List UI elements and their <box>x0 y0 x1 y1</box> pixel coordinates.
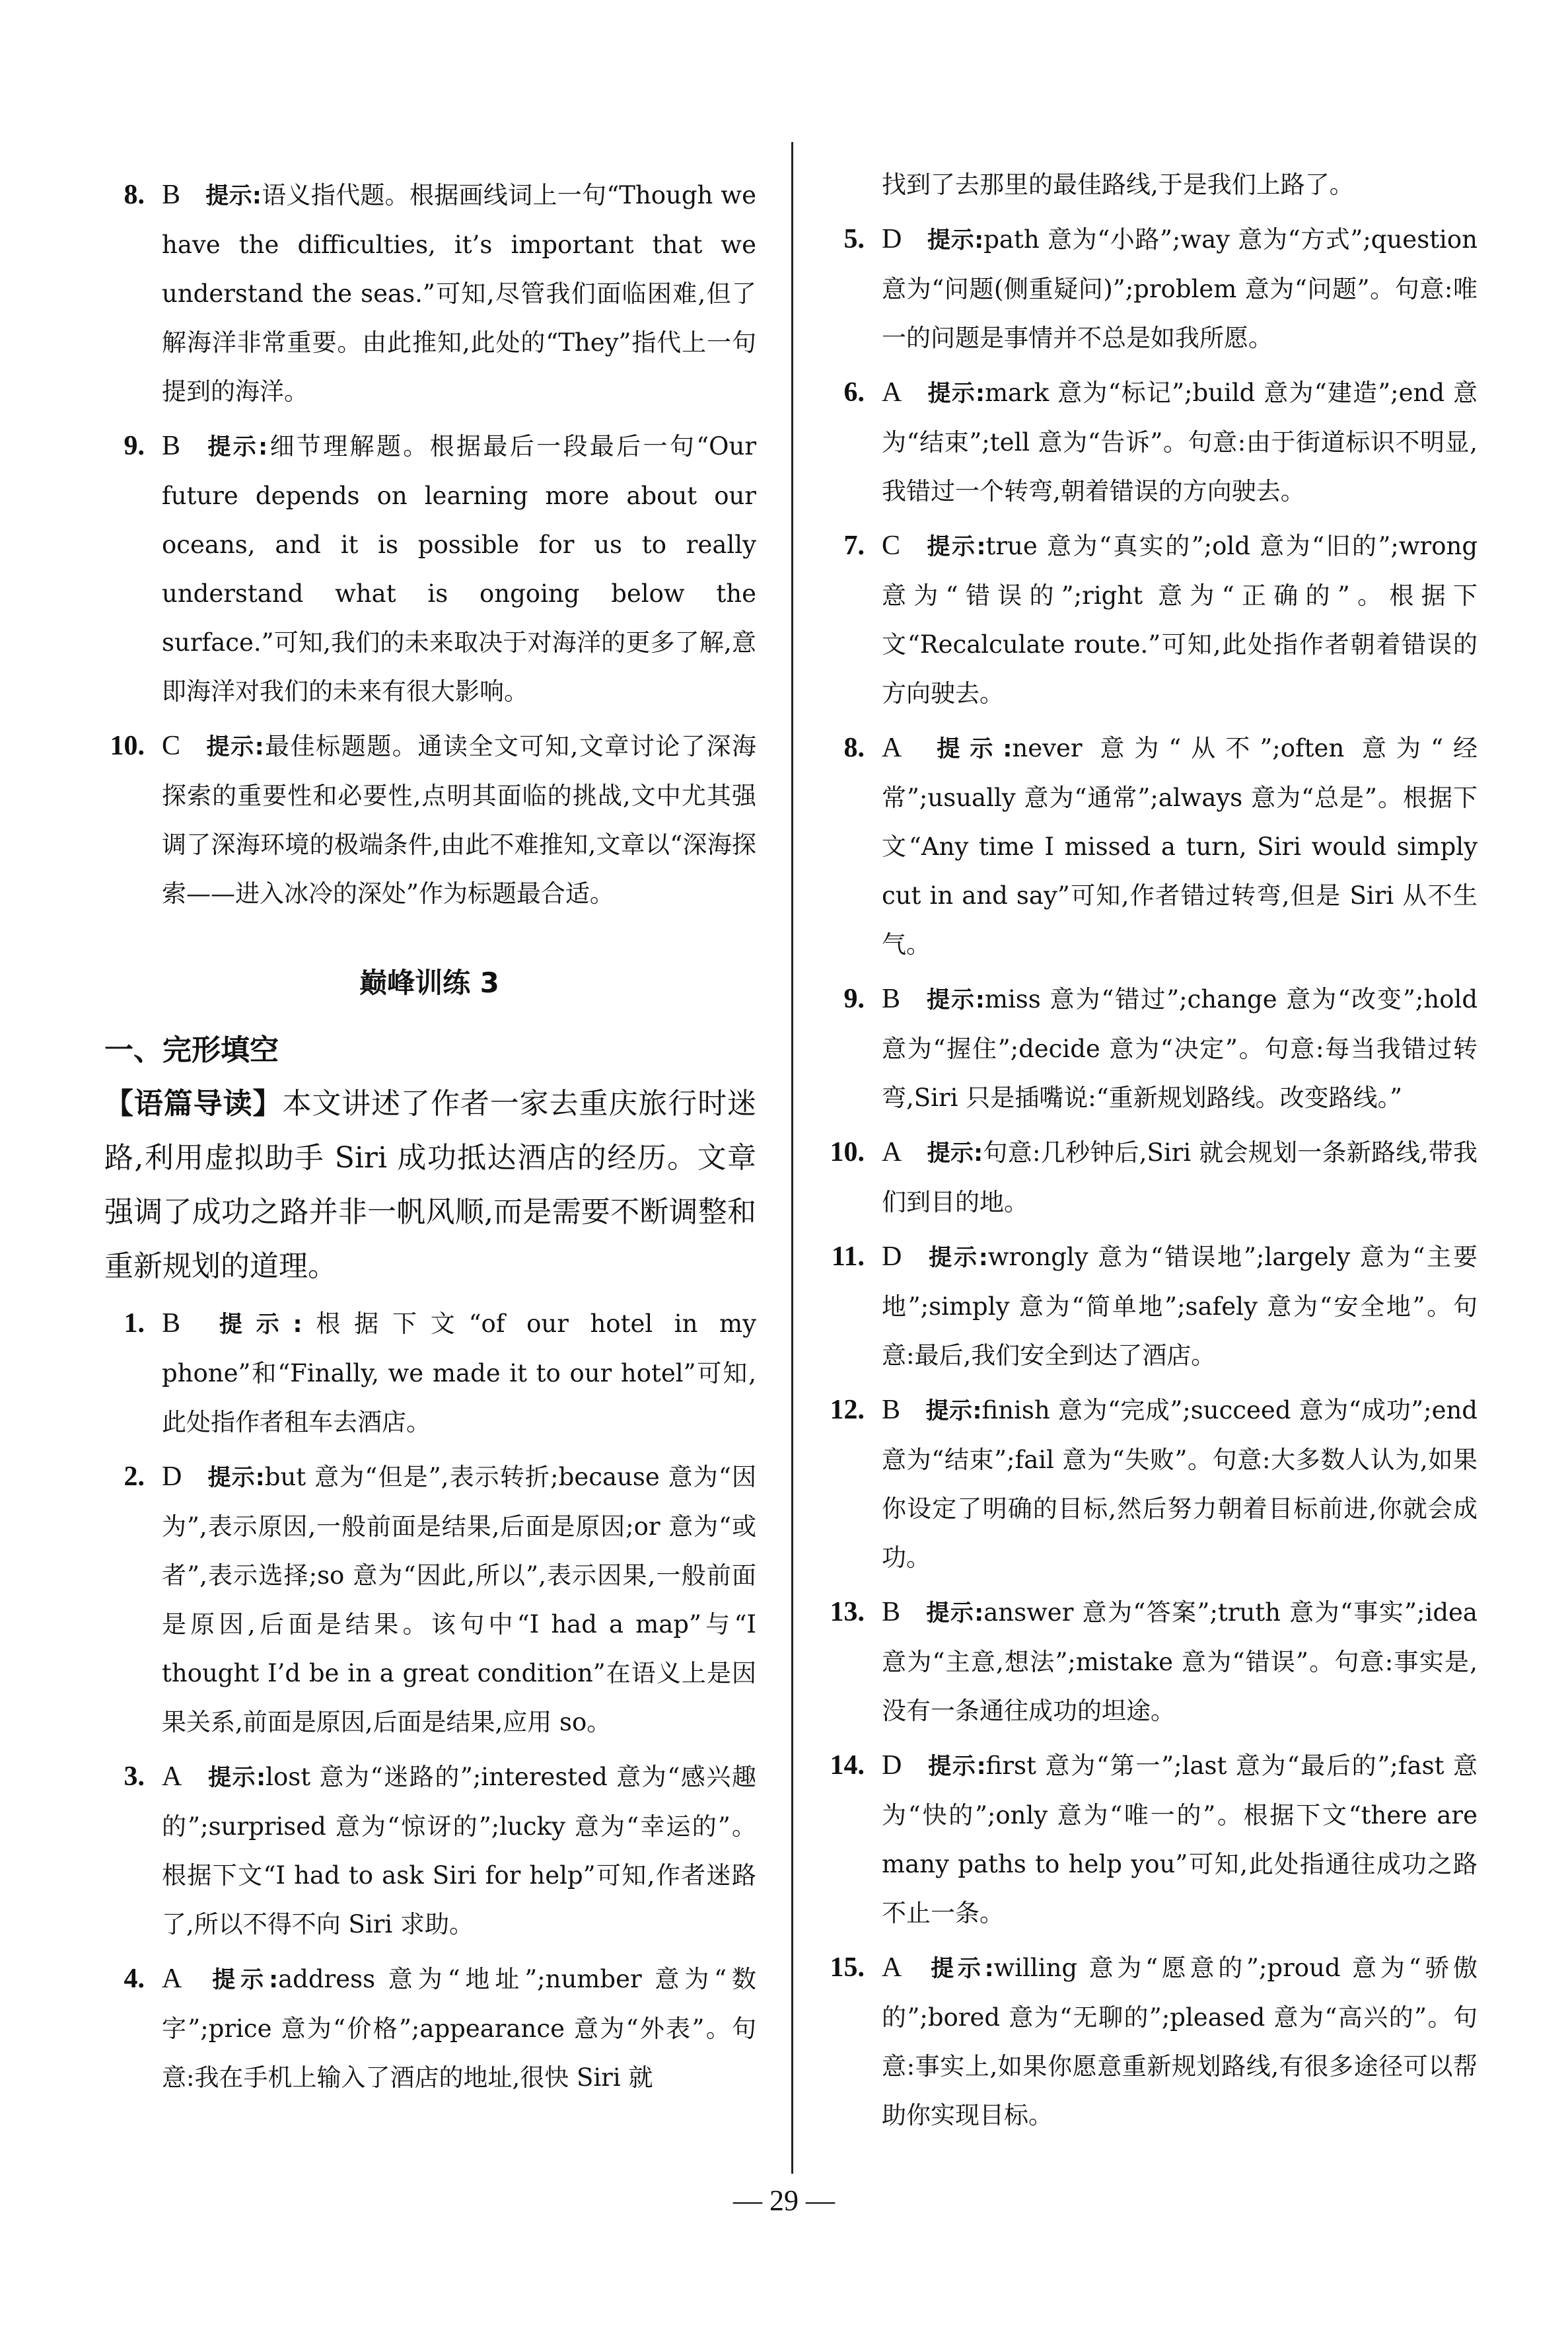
hint-text: willing 意为“愿意的”;proud 意为“骄傲的”;bored 意为“无聊的”;pleased 意为“高兴的”。句意:事实上,如果你愿意重新规划路线,有很多途径可以帮助你实现目标。 <box>882 1954 1478 2129</box>
answer-item <box>843 521 1478 718</box>
answer-item <box>843 215 1478 363</box>
answer-letter: D <box>882 1750 902 1781</box>
hint-text: wrongly 意为“错误地”;largely 意为“主要地”;simply 意为“简单地”;safely 意为“安全地”。句意:最后,我们安全到达了酒店。 <box>882 1243 1478 1370</box>
answer-letter: A <box>882 733 902 763</box>
item-number: 12. <box>830 1395 865 1425</box>
answer-item <box>830 1588 1478 1736</box>
subsection-title: 一、完形填空 <box>104 1033 279 1067</box>
hint-label: 提示: <box>927 1753 986 1780</box>
item-number: 8. <box>124 180 145 210</box>
answer-list-right <box>830 215 1478 2140</box>
guide-text: 本文讲述了作者一家去重庆旅行时迷路,利用虚拟助手 Siri 成功抵达酒店的经历。文章强调了成功之路并非一帆风顺,而是需要不断调整和重新规划的道理。 <box>104 1087 757 1283</box>
item-number: 5. <box>843 224 865 254</box>
answer-item <box>124 422 757 716</box>
hint-label: 提示: <box>207 1765 266 1791</box>
hint-text: miss 意为“错过”;change 意为“改变”;hold 意为“握住”;decide 意为“决定”。句意:每当我错过转弯,Siri 只是插嘴说:“重新规划路线。改变路线。” <box>882 985 1478 1112</box>
hint-label: 提示: <box>925 534 986 560</box>
hint-label: 提示: <box>927 227 984 254</box>
answer-item <box>124 1752 756 1949</box>
answer-item <box>830 1128 1478 1227</box>
answer-item <box>830 1385 1478 1582</box>
hint-text: first 意为“第一”;last 意为“最后的”;fast 意为“快的”;only 意为“唯一的”。根据下文“there are many paths to help you”可知,此处指通往成功之路不止一条。 <box>882 1752 1478 1927</box>
item-number: 8. <box>843 733 865 763</box>
hint-text: address 意为“地址”;number 意为“数字”;price 意为“价格”;appearance 意为“外表”。句意:我在手机上输入了酒店的地址,很快 Siri 就 <box>162 1965 756 2092</box>
hint-label: 提示: <box>205 734 264 760</box>
item-number: 4. <box>124 1964 145 1994</box>
hint-text: but 意为“但是”,表示转折;because 意为“因为”,表示原因,一般前面是结果,后面是原因;or 意为“或者”,表示选择;so 意为“因此,所以”,表示因果,一般前面是原因,后面是结果。该句中“I had a map”与“I thought I’d be in a great condition”在语义上是因果关系,前面是原因,后面是结果,应用 so。 <box>162 1463 756 1736</box>
hint-label: 提示: <box>207 1465 265 1491</box>
hint-label: 提示: <box>927 381 985 407</box>
hint-label: 提示: <box>925 1600 984 1627</box>
item-number: 2. <box>124 1461 145 1492</box>
hint-text: lost 意为“迷路的”;interested 意为“感兴趣的”;surprised 意为“惊讶的”;lucky 意为“幸运的”。根据下文“I had to ask Siri for help”可知,作者迷路了,所以不得不向 Siri 求助。 <box>162 1763 756 1938</box>
answer-item <box>124 1299 757 1447</box>
item-number: 9. <box>843 984 865 1014</box>
item-number: 10. <box>110 731 145 761</box>
answer-item <box>830 1741 1478 1938</box>
hint-label: 提示: <box>927 1140 983 1167</box>
hint-text: 细节理解题。根据最后一段最后一句“Our future depends on learning more about our oceans, and it is possible for us to really understand what is ongoing below the surface.”可知,我们的未来取决于对海洋的更多了解,意即海洋对我们的未来有很大影响。 <box>162 432 757 706</box>
hint-text: path 意为“小路”;way 意为“方式”;question 意为“问题(侧重疑问)”;problem 意为“问题”。句意:唯一的问题是事情并不总是如我所愿。 <box>882 225 1478 352</box>
answer-letter: B <box>162 431 181 461</box>
hint-label: 提示: <box>927 736 1013 762</box>
hint-text: true 意为“真实的”;old 意为“旧的”;wrong 意为“错误的”;right 意为“正确的”。根据下文“Recalculate route.”可知,此处指作者朝着错误的方向驶去。 <box>882 532 1478 708</box>
hint-text: mark 意为“标记”;build 意为“建造”;end 意为“结束”;tell 意为“告诉”。句意:由于街道标识不明显,我错过一个转弯,朝着错误的方向驶去。 <box>882 379 1478 505</box>
answer-item <box>124 1954 756 2102</box>
answer-list-bottom <box>124 1299 757 2102</box>
item-number: 11. <box>831 1241 865 1272</box>
hint-label: 提示: <box>205 434 268 461</box>
page-number: — 29 — <box>733 2184 835 2217</box>
answer-letter: C <box>882 531 901 561</box>
answer-letter: B <box>882 984 901 1014</box>
hint-label: 提示: <box>925 1398 982 1424</box>
answer-letter: A <box>882 1952 902 1983</box>
hint-label: 提示: <box>927 1245 988 1271</box>
hint-text: 根据下文“of our hotel in my phone”和“Finally, we made it to our hotel”可知,此处指作者租车去酒店。 <box>162 1310 757 1436</box>
answer-item <box>843 368 1478 516</box>
hint-label: 提示: <box>927 1956 994 1982</box>
hint-text: 句意:几秒钟后,Siri 就会规划一条新路线,带我们到目的地。 <box>882 1138 1478 1216</box>
hint-text: finish 意为“完成”;succeed 意为“成功”;end 意为“结束”;fail 意为“失败”。句意:大多数人认为,如果你设定了明确的目标,然后努力朝着目标前进,你就会成功。 <box>882 1396 1478 1572</box>
hint-text: never 意为“从不”;often 意为“经常”;usually 意为“通常”;always 意为“总是”。根据下文“Any time I missed a turn, Siri would simply cut in and say”可知,作者错过转弯,但是 Siri 从不生气。 <box>882 734 1478 959</box>
item-number: 9. <box>124 431 145 461</box>
reading-guide <box>104 1077 756 1294</box>
item-number: 15. <box>830 1952 865 1983</box>
column-divider <box>791 142 793 2174</box>
item-number: 14. <box>830 1750 865 1781</box>
answer-item <box>830 1943 1478 2140</box>
answer-letter: D <box>162 1461 182 1492</box>
hint-label: 提示: <box>205 1311 303 1338</box>
answer-letter: D <box>882 1241 902 1272</box>
answer-letter: C <box>162 731 181 761</box>
answer-letter: B <box>162 1308 181 1339</box>
item-number: 13. <box>830 1597 865 1627</box>
answer-letter: D <box>882 224 902 254</box>
section-heading: 巅峰训练 3 <box>359 967 499 999</box>
guide-label: 【语篇导读】 <box>104 1087 283 1121</box>
hint-text: answer 意为“答案”;truth 意为“事实”;idea 意为“主意,想法”;mistake 意为“错误”。句意:事实是,没有一条通往成功的坦途。 <box>882 1598 1478 1725</box>
answer-letter: B <box>882 1597 901 1627</box>
answer-item <box>843 723 1478 969</box>
hint-text: 最佳标题题。通读全文可知,文章讨论了深海探索的重要性和必要性,点明其面临的挑战,文中尤其强调了深海环境的极端条件,由此不难推知,文章以“深海探索——进入冰冷的深处”作为标题最合适。 <box>162 732 756 908</box>
answer-item <box>110 721 756 918</box>
continued-text: 找到了去那里的最佳路线,于是我们上路了。 <box>882 170 1354 199</box>
answer-item <box>124 1452 756 1747</box>
hint-label: 提示: <box>925 987 985 1014</box>
answer-item <box>831 1232 1478 1380</box>
answer-letter: A <box>162 1761 182 1792</box>
answer-item <box>124 170 757 416</box>
answer-list-top <box>110 170 757 918</box>
item-number: 1. <box>124 1308 145 1339</box>
item-number: 6. <box>843 377 865 408</box>
answer-letter: A <box>162 1964 182 1994</box>
left-column <box>104 165 757 2102</box>
answer-letter: A <box>882 1137 902 1167</box>
item-number: 10. <box>830 1137 865 1167</box>
answer-item <box>843 975 1478 1123</box>
hint-label: 提示: <box>205 183 262 209</box>
hint-text: 语义指代题。根据画线词上一句“Though we have the difficulties, it’s important that we understand the seas.”可知,尽管我们面临困难,但了解海洋非常重要。由此推知,此处的“They”指代上一句提到的海洋。 <box>162 181 757 406</box>
item-number: 3. <box>124 1761 145 1792</box>
answer-letter: A <box>882 377 902 408</box>
answer-letter: B <box>162 180 181 210</box>
answer-letter: B <box>882 1395 901 1425</box>
hint-label: 提示: <box>207 1967 279 1993</box>
right-column <box>830 161 1478 2140</box>
item-number: 7. <box>843 531 865 561</box>
